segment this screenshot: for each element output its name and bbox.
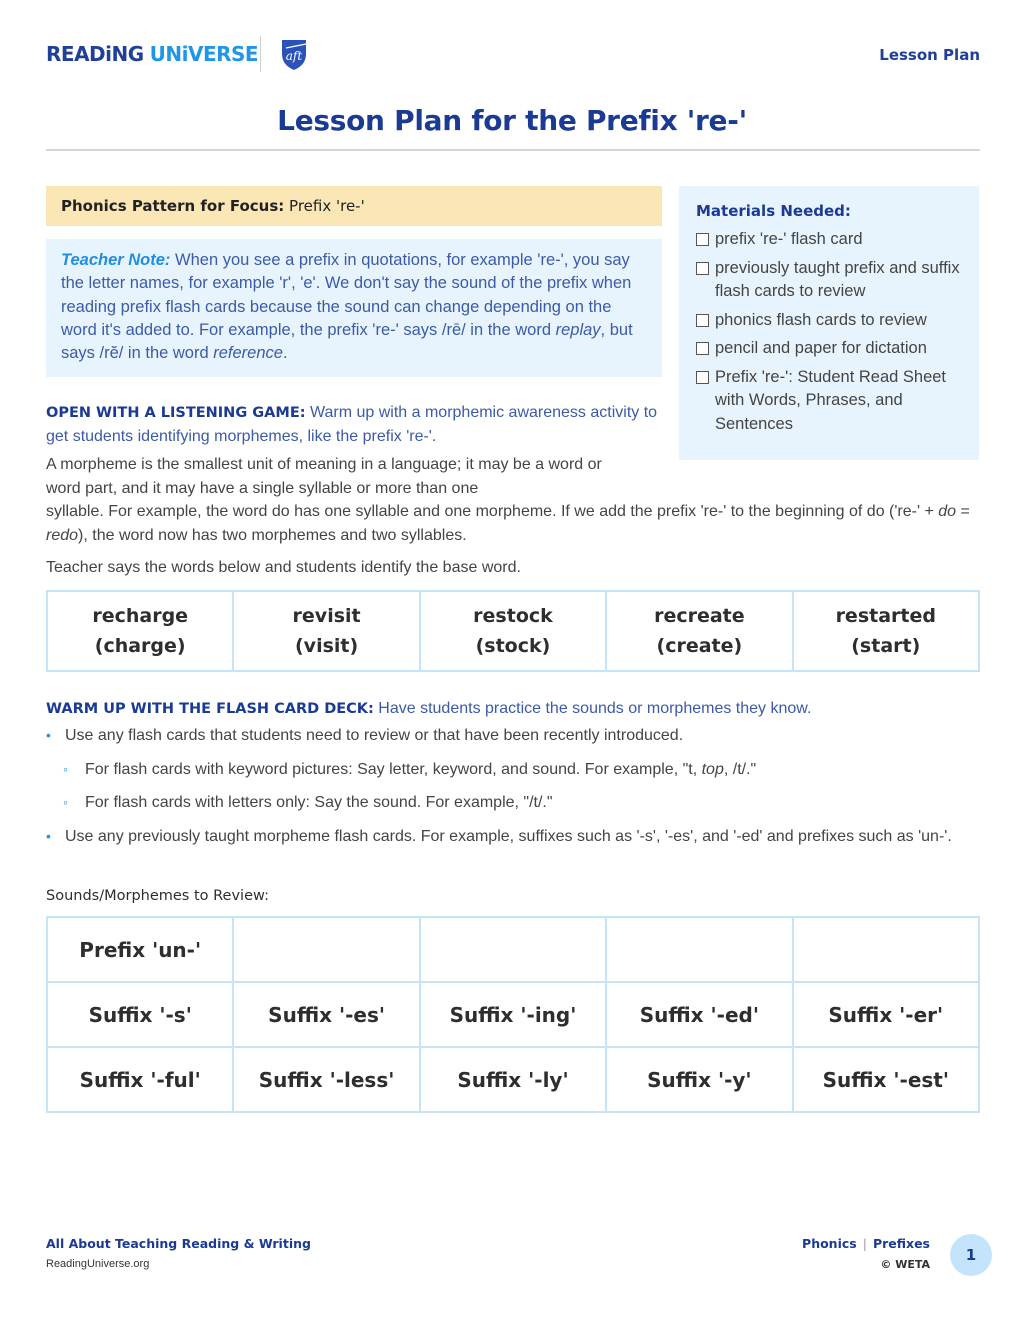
checkbox-icon[interactable] bbox=[696, 262, 709, 275]
table-row bbox=[47, 1047, 979, 1112]
page-header bbox=[46, 36, 980, 76]
word-cell: restarted (start) bbox=[793, 591, 979, 671]
word-cell: restock (stock) bbox=[420, 591, 606, 671]
checkbox-icon[interactable] bbox=[696, 342, 709, 355]
review-cell: Suffix '-ing' bbox=[420, 982, 606, 1047]
review-cell bbox=[233, 917, 419, 982]
focus-label: Phonics Pattern for Focus: bbox=[61, 197, 285, 215]
footer-right bbox=[802, 1236, 930, 1271]
subcategory-link[interactable]: Prefixes bbox=[872, 1236, 930, 1251]
materials-needed-panel bbox=[679, 186, 979, 460]
category-link[interactable]: Phonics bbox=[802, 1236, 857, 1251]
review-cell: Suffix '-less' bbox=[233, 1047, 419, 1112]
title-divider bbox=[46, 149, 980, 151]
review-cell bbox=[793, 917, 979, 982]
word-cell: recharge (charge) bbox=[47, 591, 233, 671]
materials-item: prefix 're-' flash card bbox=[696, 228, 962, 252]
list-item: ◦ For flash cards with keyword pictures: Say letter, keyword, and sound. For example, "t, top, /t/." bbox=[46, 758, 980, 782]
list-item: • Use any flash cards that students need to review or that have been recently introduced. bbox=[46, 724, 980, 748]
morpheme-paragraph-end: syllable. For example, the word do has one syllable and one morpheme. If we add the prefix 're-' to the beginning of do ('re-' + do = redo), the word now has two morphemes and two syllables. bbox=[46, 503, 970, 544]
logo-divider bbox=[260, 36, 261, 72]
materials-item: previously taught prefix and suffix flash cards to review bbox=[696, 257, 962, 304]
review-cell: Suffix '-ed' bbox=[606, 982, 792, 1047]
table-row bbox=[47, 917, 979, 982]
list-item: ◦ For flash cards with letters only: Say the sound. For example, "/t/." bbox=[46, 791, 980, 815]
series-title: All About Teaching Reading & Writing bbox=[46, 1236, 311, 1251]
page-number-badge: 1 bbox=[950, 1234, 992, 1276]
review-cell: Suffix '-ful' bbox=[47, 1047, 233, 1112]
separator: | bbox=[862, 1236, 867, 1251]
phonics-focus-box bbox=[46, 186, 662, 226]
focus-value: Prefix 're-' bbox=[289, 197, 365, 215]
site-link[interactable]: ReadingUniverse.org bbox=[46, 1258, 150, 1270]
teacher-note: Teacher Note: When you see a prefix in quotations, for example 're-', you say the letter names, for example 'r', 'e'. We don't say the sound of the prefix when reading prefix flash cards because the sound can change depending on the word it's added to. For example, the prefix 're-' says /rē/ in the word replay, but says /rĕ/ in the word reference. bbox=[46, 239, 662, 377]
review-cell bbox=[606, 917, 792, 982]
aft-shield-icon bbox=[276, 36, 312, 72]
word-cell: recreate (create) bbox=[606, 591, 792, 671]
review-cell: Suffix '-s' bbox=[47, 982, 233, 1047]
checkbox-icon[interactable] bbox=[696, 233, 709, 246]
reading-universe-logo: READiNG UNiVERSE bbox=[46, 42, 259, 66]
review-cell: Prefix 'un-' bbox=[47, 917, 233, 982]
footer-left bbox=[46, 1236, 311, 1270]
review-cell: Suffix '-ly' bbox=[420, 1047, 606, 1112]
list-item: • Use any previously taught morpheme flash cards. For example, suffixes such as '-s', '-es', and '-ed' and prefixes such as 'un-'. bbox=[46, 825, 980, 849]
review-table bbox=[46, 916, 980, 1113]
copyright: © WETA bbox=[880, 1258, 930, 1271]
review-cell: Suffix '-er' bbox=[793, 982, 979, 1047]
morpheme-paragraph-start: A morpheme is the smallest unit of meaning in a language; it may be a word or word part, and it may have a single syllable or more than one bbox=[46, 456, 602, 497]
review-label: Sounds/Morphemes to Review: bbox=[46, 888, 269, 904]
table-row bbox=[47, 982, 979, 1047]
materials-item: phonics flash cards to review bbox=[696, 309, 962, 333]
materials-heading: Materials Needed: bbox=[696, 202, 851, 220]
svg-text:aft: aft bbox=[285, 49, 303, 63]
flash-card-bullets bbox=[46, 724, 980, 858]
document-type-label: Lesson Plan bbox=[879, 46, 980, 64]
checkbox-icon[interactable] bbox=[696, 314, 709, 327]
review-cell: Suffix '-es' bbox=[233, 982, 419, 1047]
listening-instruction: Teacher says the words below and students identify the base word. bbox=[46, 559, 521, 576]
table-row bbox=[47, 591, 979, 671]
checkbox-icon[interactable] bbox=[696, 371, 709, 384]
page-title: Lesson Plan for the Prefix 're-' bbox=[277, 104, 747, 137]
review-cell bbox=[420, 917, 606, 982]
word-cell: revisit (visit) bbox=[233, 591, 419, 671]
teacher-note-label: Teacher Note: bbox=[61, 251, 171, 269]
materials-item: pencil and paper for dictation bbox=[696, 337, 962, 361]
materials-item: Prefix 're-': Student Read Sheet with Words, Phrases, and Sentences bbox=[696, 366, 962, 437]
review-cell: Suffix '-est' bbox=[793, 1047, 979, 1112]
listening-game-heading: OPEN WITH A LISTENING GAME: Warm up with a morphemic awareness activity to get students identifying morphemes, like the prefix 're-'. bbox=[46, 404, 658, 445]
base-word-table bbox=[46, 590, 980, 672]
flash-card-heading: WARM UP WITH THE FLASH CARD DECK: Have students practice the sounds or morphemes they know. bbox=[46, 700, 812, 717]
review-cell: Suffix '-y' bbox=[606, 1047, 792, 1112]
